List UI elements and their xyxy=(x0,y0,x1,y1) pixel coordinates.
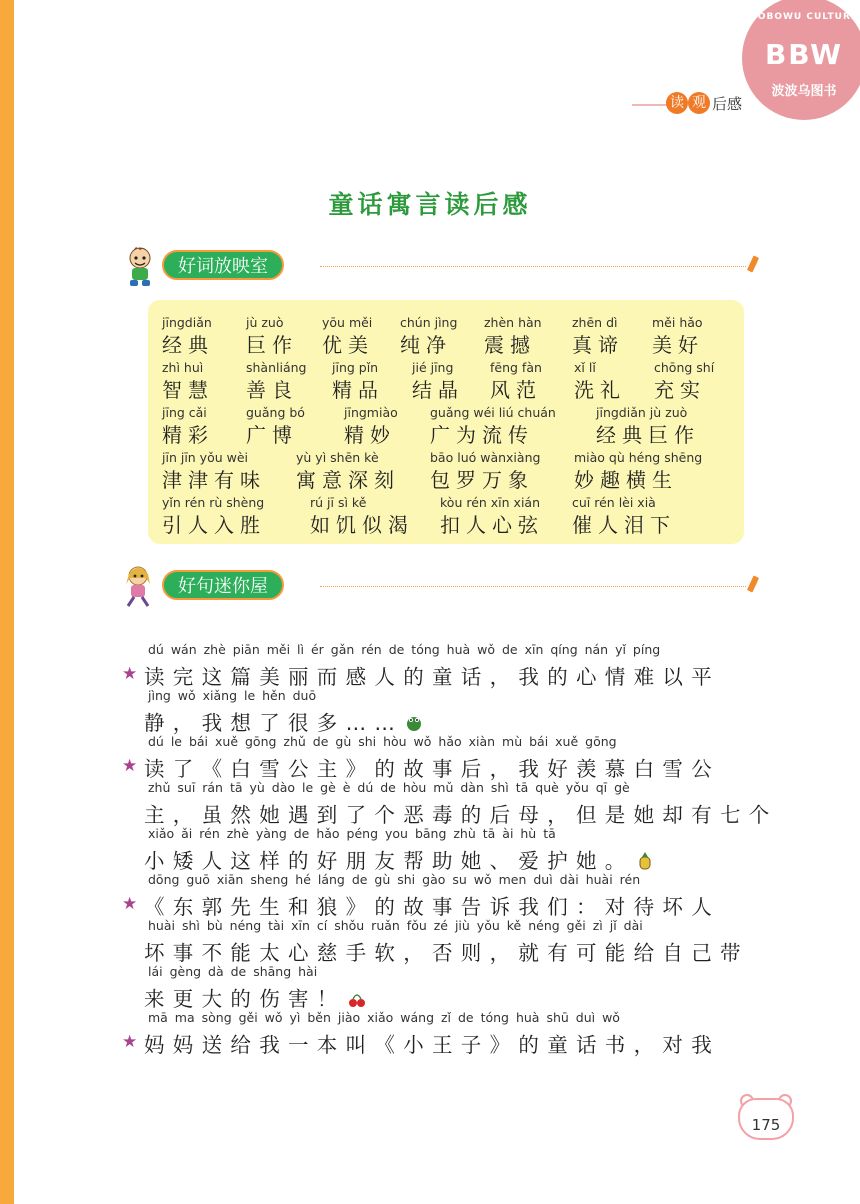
cherry-icon xyxy=(348,990,366,1008)
star-bullet-icon: ★ xyxy=(122,894,138,914)
star-bullet-icon: ★ xyxy=(122,664,138,684)
word-pinyin: yōu měi xyxy=(322,315,373,330)
word-pinyin: jù zuò xyxy=(246,315,284,330)
word-item xyxy=(572,494,676,538)
word-hanzi: 催人泪下 xyxy=(572,513,676,537)
vocabulary-box xyxy=(148,300,744,544)
word-pinyin: jīng cǎi xyxy=(162,405,207,420)
word-hanzi: 经典 xyxy=(162,333,214,357)
word-row xyxy=(162,359,732,405)
girl-mascot-icon xyxy=(120,564,164,608)
word-item xyxy=(162,404,214,448)
word-item xyxy=(572,314,624,358)
sentence-pinyin: huài shì bù néng tài xīn cí shǒu ruǎn fǒu zé jiù yǒu kě néng gěi zì jǐ dài xyxy=(148,918,643,933)
sentence-pinyin: mā ma sòng gěi wǒ yì běn jiào xiǎo wáng zǐ de tóng huà shū duì wǒ xyxy=(148,1010,620,1025)
word-pinyin: jīng pǐn xyxy=(332,360,379,375)
sentence-line xyxy=(122,918,762,964)
sentence-pinyin: jìng wǒ xiǎng le hěn duō xyxy=(148,688,317,703)
word-pinyin: jīngmiào xyxy=(344,405,398,420)
sentence-hanzi: 妈妈送给我一本叫《小王子》的童话书，对我 xyxy=(144,1033,720,1057)
word-item xyxy=(162,449,266,493)
pineapple-icon xyxy=(636,852,654,870)
word-item xyxy=(162,494,266,538)
word-hanzi: 风范 xyxy=(490,378,542,402)
frog-icon xyxy=(405,714,423,732)
word-item xyxy=(574,359,626,403)
sentence-line xyxy=(122,688,762,734)
word-item xyxy=(162,314,214,358)
word-item xyxy=(412,359,464,403)
word-row xyxy=(162,404,732,450)
word-item xyxy=(484,314,542,358)
word-item xyxy=(490,359,542,403)
word-item xyxy=(400,314,457,358)
word-hanzi: 如饥似渴 xyxy=(310,513,414,537)
stamp-logo: BBW xyxy=(764,38,844,71)
word-pinyin: jīngdiǎn jù zuò xyxy=(596,405,688,420)
sentence-text: 小矮人这样的好朋友帮助她、爱护她。 xyxy=(144,849,634,873)
word-hanzi: 优美 xyxy=(322,333,374,357)
header-circle-char: 读 xyxy=(666,92,688,114)
word-item xyxy=(430,404,556,448)
page-number-badge xyxy=(738,1094,794,1140)
sentence-pinyin: dú wán zhè piān měi lì ér gǎn rén de tóng huà wǒ de xīn qíng nán yǐ píng xyxy=(148,642,661,657)
section-header-words xyxy=(120,244,760,288)
word-row xyxy=(162,314,732,360)
word-hanzi: 震撼 xyxy=(484,333,536,357)
word-hanzi: 精妙 xyxy=(344,423,396,447)
word-hanzi: 包罗万象 xyxy=(430,468,534,492)
word-item xyxy=(296,449,400,493)
section-header-sentences xyxy=(120,564,760,608)
word-item xyxy=(246,404,305,448)
word-hanzi: 美好 xyxy=(652,333,704,357)
word-pinyin: rú jī sì kě xyxy=(310,495,367,510)
sentence-text: 来更大的伤害！ xyxy=(144,987,346,1011)
sentence-hanzi: 读了《白雪公主》的故事后，我好羡慕白雪公 xyxy=(144,757,720,781)
word-pinyin: cuī rén lèi xià xyxy=(572,495,656,510)
section-label-pill: 好句迷你屋 xyxy=(162,570,284,600)
word-item xyxy=(322,314,374,358)
word-pinyin: bāo luó wànxiàng xyxy=(430,450,541,465)
sentence-line xyxy=(122,734,762,780)
word-item xyxy=(246,314,298,358)
sentence-line xyxy=(122,642,762,688)
word-item xyxy=(440,494,544,538)
word-hanzi: 津津有味 xyxy=(162,468,266,492)
word-hanzi: 洗礼 xyxy=(574,378,626,402)
sentence-hanzi xyxy=(144,982,366,1012)
sentence-pinyin: zhǔ suī rán tā yù dào le gè è dú de hòu mǔ dàn shì tā què yǒu qī gè xyxy=(148,780,630,795)
sentence-pinyin: lái gèng dà de shāng hài xyxy=(148,964,318,979)
sentence-pinyin: dú le bái xuě gōng zhǔ de gù shi hòu wǒ hǎo xiàn mù bái xuě gōng xyxy=(148,734,617,749)
word-hanzi: 精彩 xyxy=(162,423,214,447)
sentence-hanzi: 读完这篇美丽而感人的童话，我的心情难以平 xyxy=(144,665,720,689)
sentence-hanzi: 坏事不能太心慈手软，否则，就有可能给自己带 xyxy=(144,941,749,965)
section-dotted-line xyxy=(320,266,746,267)
word-pinyin: jié jīng xyxy=(412,360,454,375)
sentence-line xyxy=(122,964,762,1010)
word-pinyin: jīn jīn yǒu wèi xyxy=(162,450,249,465)
section-label-pill: 好词放映室 xyxy=(162,250,284,280)
word-hanzi: 精品 xyxy=(332,378,384,402)
header-circle-char: 观 xyxy=(688,92,710,114)
header-tag-text: 后感 xyxy=(712,95,743,113)
publisher-stamp xyxy=(742,0,860,120)
stamp-top-text: BOBOWU CULTURE xyxy=(749,12,859,22)
stamp-bottom-text: 波波乌图书 xyxy=(771,84,837,99)
word-pinyin: guǎng wéi liú chuán xyxy=(430,405,556,420)
word-item xyxy=(430,449,540,493)
sentence-hanzi xyxy=(144,706,423,736)
word-hanzi: 巨作 xyxy=(246,333,298,357)
word-pinyin: zhēn dì xyxy=(572,315,618,330)
sentence-pinyin: dōng guō xiān sheng hé láng de gù shi gào su wǒ men duì dài huài rén xyxy=(148,872,641,887)
word-hanzi: 结晶 xyxy=(412,378,464,402)
left-edge-strip xyxy=(0,0,14,1204)
word-row xyxy=(162,494,732,540)
word-item xyxy=(344,404,398,448)
word-hanzi: 扣人心弦 xyxy=(440,513,544,537)
word-hanzi: 真谛 xyxy=(572,333,624,357)
sentence-text: 静，我想了很多…… xyxy=(144,711,404,735)
word-hanzi: 妙趣横生 xyxy=(574,468,678,492)
word-pinyin: yù yì shēn kè xyxy=(296,450,379,465)
word-item xyxy=(332,359,384,403)
word-pinyin: shànliáng xyxy=(246,360,307,375)
word-item xyxy=(246,359,306,403)
word-pinyin: jīngdiǎn xyxy=(162,315,212,330)
sentence-line xyxy=(122,826,762,872)
word-item xyxy=(574,449,702,493)
word-hanzi: 善良 xyxy=(246,378,298,402)
page-title: 童话寓言读后感 xyxy=(328,190,532,219)
word-hanzi: 纯净 xyxy=(400,333,452,357)
word-pinyin: chún jìng xyxy=(400,315,458,330)
word-pinyin: miào qù héng shēng xyxy=(574,450,703,465)
word-hanzi: 广博 xyxy=(246,423,298,447)
page-number: 175 xyxy=(751,1116,781,1134)
word-row xyxy=(162,449,732,495)
sentence-hanzi: 主，虽然她遇到了个恶毒的后母，但是她却有七个 xyxy=(144,803,778,827)
word-pinyin: kòu rén xīn xián xyxy=(440,495,541,510)
word-hanzi: 寓意深刻 xyxy=(296,468,400,492)
word-hanzi: 引人入胜 xyxy=(162,513,266,537)
header-tag xyxy=(632,90,752,118)
word-hanzi: 充实 xyxy=(654,378,706,402)
word-hanzi: 广为流传 xyxy=(430,423,534,447)
sentence-line xyxy=(122,1010,762,1056)
word-hanzi: 智慧 xyxy=(162,378,214,402)
boy-mascot-icon xyxy=(120,244,164,288)
word-item xyxy=(162,359,214,403)
word-item xyxy=(310,494,414,538)
sentence-pinyin: xiǎo ǎi rén zhè yàng de hǎo péng you bāng zhù tā ài hù tā xyxy=(148,826,556,841)
word-pinyin: chōng shí xyxy=(654,360,715,375)
word-item xyxy=(654,359,714,403)
word-pinyin: měi hǎo xyxy=(652,315,703,330)
pencil-icon xyxy=(747,575,759,592)
star-bullet-icon: ★ xyxy=(122,1032,138,1052)
sentence-hanzi: 《东郭先生和狼》的故事告诉我们：对待坏人 xyxy=(144,895,720,919)
star-bullet-icon: ★ xyxy=(122,756,138,776)
word-pinyin: zhèn hàn xyxy=(484,315,542,330)
sentence-line xyxy=(122,872,762,918)
word-pinyin: zhì huì xyxy=(162,360,204,375)
word-item xyxy=(652,314,704,358)
section-dotted-line xyxy=(320,586,746,587)
sentence-line xyxy=(122,780,778,827)
word-pinyin: xǐ lǐ xyxy=(574,360,596,375)
word-pinyin: guǎng bó xyxy=(246,405,305,420)
word-item xyxy=(596,404,700,448)
word-pinyin: yǐn rén rù shèng xyxy=(162,495,265,510)
word-hanzi: 经典巨作 xyxy=(596,423,700,447)
sentence-hanzi xyxy=(144,844,654,874)
word-pinyin: fēng fàn xyxy=(490,360,542,375)
pencil-icon xyxy=(747,255,759,272)
